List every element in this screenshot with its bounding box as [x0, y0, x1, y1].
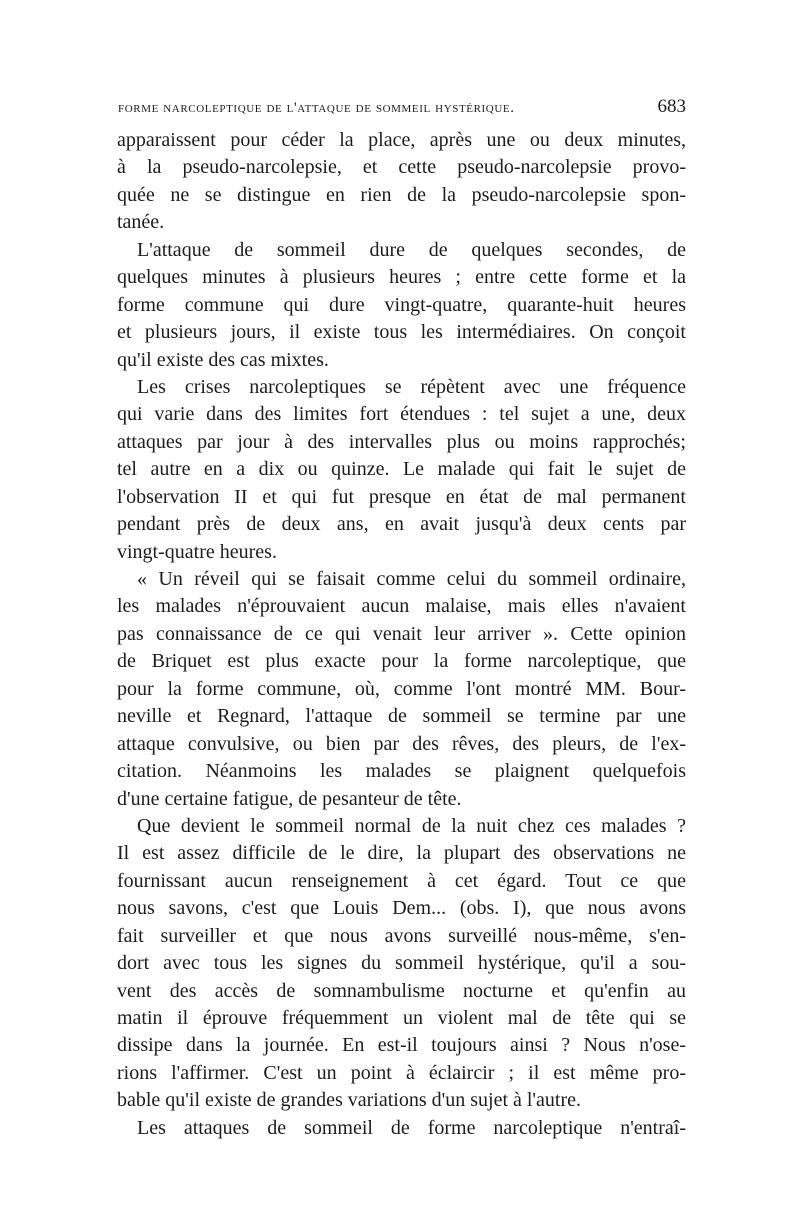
text-line: « Un réveil qui se faisait comme celui du sommeil ordinaire,: [137, 568, 686, 590]
text-line: dort avec tous les signes du sommeil hystérique, qu'il a sou-: [117, 952, 686, 975]
text-line: tanée.: [117, 211, 165, 234]
text-line: Il est assez difficile de le dire, la plupart des observations ne: [117, 842, 686, 865]
text-line: bable qu'il existe de grandes variations d'un sujet à l'autre.: [117, 1089, 582, 1112]
text-line: l'observation II et qui fut presque en état de mal permanent: [117, 485, 686, 508]
page-number: 683: [657, 96, 686, 117]
text-line: les malades n'éprouvaient aucun malaise, mais elles n'avaient: [117, 595, 686, 618]
running-head: [118, 96, 686, 122]
text-line: qu'il existe des cas mixtes.: [117, 348, 329, 371]
text-line: nous savons, c'est que Louis Dem... (obs. I), que nous avons: [117, 897, 686, 920]
text-line: tel autre en a dix ou quinze. Le malade qui fait le sujet de: [117, 458, 686, 481]
text-line: rions l'affirmer. C'est un point à éclaircir ; il est même pro-: [117, 1061, 686, 1084]
text-line: vent des accès de somnambulisme nocturne et qu'enfin au: [117, 979, 686, 1002]
text-line: fournissant aucun renseignement à cet égard. Tout ce que: [117, 869, 686, 892]
text-line: neville et Regnard, l'attaque de sommeil se termine par une: [117, 705, 686, 728]
text-line: dissipe dans la journée. En est-il toujours ainsi ? Nous n'ose-: [117, 1034, 686, 1057]
text-line: attaques par jour à des intervalles plus ou moins rapprochés;: [117, 430, 686, 453]
text-line: quée ne se distingue en rien de la pseudo-narcolepsie spon-: [117, 183, 686, 206]
text-line: à la pseudo-narcolepsie, et cette pseudo-narcolepsie provo-: [117, 156, 686, 179]
running-head-title: forme narcoleptique de l'attaque de sommeil hystérique.: [118, 100, 515, 116]
text-line: et plusieurs jours, il existe tous les intermédiaires. On conçoit: [117, 321, 686, 344]
text-line: quelques minutes à plusieurs heures ; entre cette forme et la: [117, 266, 686, 289]
text-line: Que devient le sommeil normal de la nuit chez ces malades ?: [137, 814, 686, 837]
text-line: pour la forme commune, où, comme l'ont montré MM. Bour-: [117, 677, 686, 700]
text-line: d'une certaine fatigue, de pesanteur de tête.: [117, 787, 462, 810]
text-line: vingt-quatre heures.: [117, 540, 277, 563]
body-text: [117, 127, 686, 1142]
text-line: pendant près de deux ans, en avait jusqu'à deux cents par: [117, 513, 686, 536]
text-line: L'attaque de sommeil dure de quelques secondes, de: [137, 238, 686, 261]
text-line: Les attaques de sommeil de forme narcoleptique n'entraî-: [137, 1116, 686, 1139]
text-line: citation. Néanmoins les malades se plaignent quelquefois: [117, 760, 686, 783]
text-line: fait surveiller et que nous avons surveillé nous-même, s'en-: [117, 924, 686, 947]
text-line: de Briquet est plus exacte pour la forme narcoleptique, que: [117, 650, 686, 673]
text-line: pas connaissance de ce qui venait leur arriver ». Cette opinion: [117, 622, 686, 645]
text-line: Les crises narcoleptiques se répètent avec une fréquence: [137, 375, 686, 398]
text-line: attaque convulsive, ou bien par des rêves, des pleurs, de l'ex-: [117, 732, 686, 755]
text-line: qui varie dans des limites fort étendues : tel sujet a une, deux: [117, 403, 686, 426]
text-line: forme commune qui dure vingt-quatre, quarante-huit heures: [117, 293, 686, 316]
text-line: apparaissent pour céder la place, après une ou deux minutes,: [117, 129, 686, 151]
text-line: matin il éprouve fréquemment un violent mal de tête qui se: [117, 1007, 686, 1029]
